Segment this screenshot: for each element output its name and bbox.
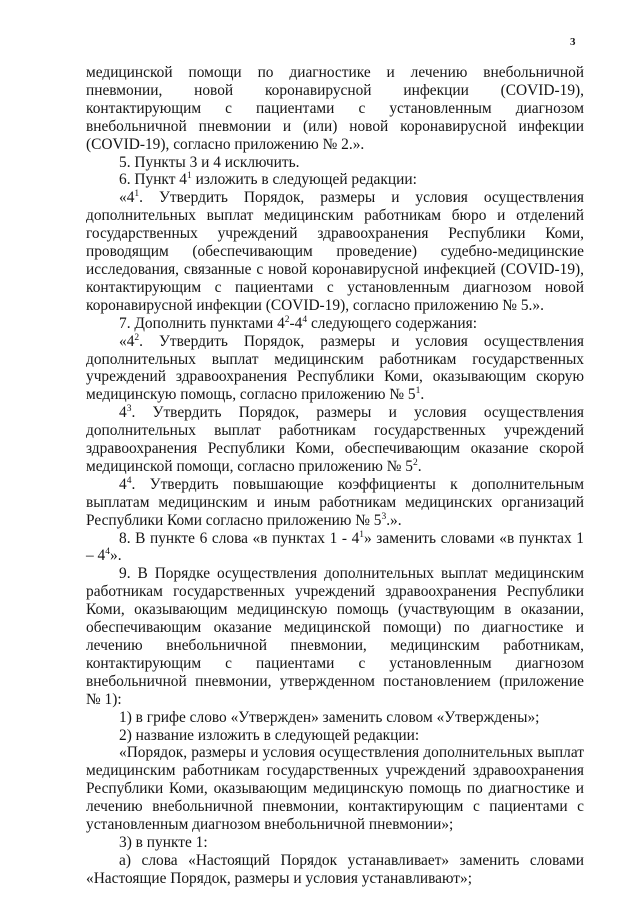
paragraph: «$4^2$. Утвердить Порядок, размеры и условия осуществления дополнительных выплат медицинским работникам государственных учреждений здравоохранения Республики Коми, оказывающим скорую медицинскую помощь, согласно приложению № $5^1$. bbox=[86, 332, 584, 404]
paragraph: $4^3$. Утвердить Порядок, размеры и условия осуществления дополнительных выплат работникам государственных учреждений здравоохранения Республики Коми, обеспечивающим оказание скорой медицинской помощи, согласно приложению № $5^2$. bbox=[86, 404, 584, 475]
paragraph: медицинской помощи по диагностике и лечению внебольничной пневмонии, новой коронавирусной инфекции (COVID-19), контактирующим с пациентами с установленным диагнозом внебольничной пневмонии и (или) новой коронавирусной инфекции (COVID-19), согласно приложению № 2.». bbox=[86, 64, 584, 153]
paragraph: 1) в грифе слово «Утвержден» заменить словом «Утверждены»; bbox=[119, 708, 540, 726]
paragraph: «$4^1$. Утвердить Порядок, размеры и условия осуществления дополнительных выплат медицинским работникам бюро и отделений государственных учреждений здравоохранения Республики Коми, проводящим (обеспечивающим проведение) судебно-медицинские исследования, связанные с новой коронавирусной инфекцией (COVID-19), контактирующим с пациентами с установленным диагнозом новой коронавирусной инфекции (COVID-19), согласно приложению № 5.». bbox=[86, 189, 584, 314]
paragraph: 8. В пункте 6 слова «в пунктах $1 - 4^1$» заменить словами «в пунктах $1 - 4^4$». bbox=[86, 529, 584, 565]
paragraph: «Порядок, размеры и условия осуществления дополнительных выплат медицинским работникам государственных учреждений здравоохранения Республики Коми, оказывающим медицинскую помощь по диагностике и лечению внебольничной пневмонии, контактирующим с пациентами с установленным диагнозом внебольничной пневмонии»; bbox=[86, 744, 584, 834]
paragraph: 3) в пункте 1: bbox=[119, 833, 208, 851]
paragraph: 9. В Порядке осуществления дополнительных выплат медицинским работникам государственных учреждений здравоохранения Республики Коми, оказывающим медицинскую помощь (участвующим в оказании, обеспечивающим оказание медицинской помощи) по диагностике и лечению внебольничной пневмонии, медицинским работникам, контактирующим с пациентами с установленным диагнозом внебольничной пневмонии, утвержденном постановлением (приложение № 1): bbox=[86, 565, 584, 708]
paragraph: 5. Пункты 3 и 4 исключить. bbox=[119, 153, 300, 171]
paragraph: 6. Пункт $4^1$ изложить в следующей редакции: bbox=[119, 171, 417, 189]
page-number: 3 bbox=[570, 36, 576, 48]
paragraph: 2) название изложить в следующей редакции: bbox=[119, 726, 420, 744]
paragraph: а) слова «Настоящий Порядок устанавливает» заменить словами «Настоящие Порядок, размеры и условия устанавливают»; bbox=[86, 851, 584, 887]
paragraph: $4^4$. Утвердить повышающие коэффициенты к дополнительным выплатам медицинским и иным работникам медицинских организаций Республики Коми согласно приложению № $5^3$.». bbox=[86, 475, 584, 529]
paragraph: 7. Дополнить пунктами $4^2-4^4$ следующего содержания: bbox=[119, 314, 477, 332]
document-body bbox=[86, 64, 584, 888]
